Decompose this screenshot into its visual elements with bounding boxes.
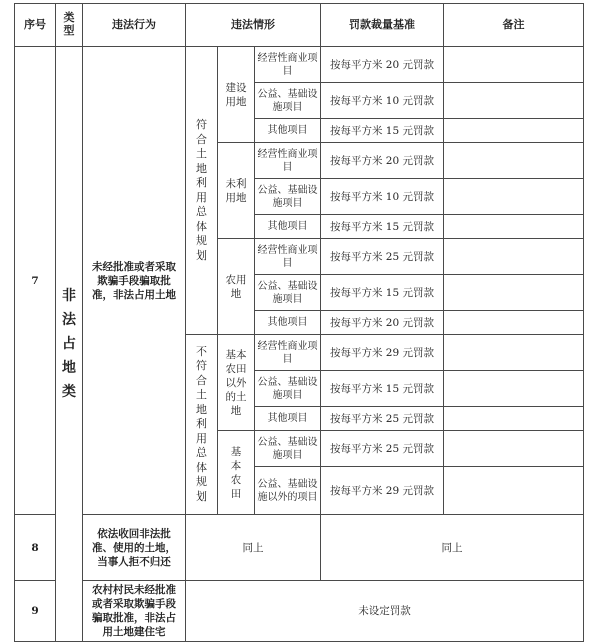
note-cell: [444, 311, 584, 335]
behavior-cell: 依法收回非法批准、使用的土地，当事人拒不归还: [83, 515, 186, 581]
note-cell: [444, 179, 584, 215]
note-cell: [444, 215, 584, 239]
item-cell: 经营性商业项目: [255, 47, 321, 83]
group-agri: 农用地: [218, 239, 255, 335]
item-cell: 公益、基础设施项目: [255, 179, 321, 215]
plan-noncompliant-cell: 不符合土地利用总体规划: [186, 335, 218, 515]
item-cell: 其他项目: [255, 119, 321, 143]
header-situation: 违法情形: [186, 4, 321, 47]
item-cell: 经营性商业项目: [255, 143, 321, 179]
type-cell: 非法占地类: [56, 47, 83, 642]
item-cell: 其他项目: [255, 407, 321, 431]
note-cell: [444, 371, 584, 407]
penalty-standard-table: [14, 3, 584, 642]
note-cell: [444, 143, 584, 179]
group-basic: 基本农田: [218, 431, 255, 515]
note-cell: [444, 83, 584, 119]
header-type: 类型: [56, 4, 83, 47]
item-cell: 经营性商业项目: [255, 239, 321, 275]
note-cell: [444, 119, 584, 143]
item-cell: 其他项目: [255, 311, 321, 335]
item-cell: 公益、基础设施项目: [255, 275, 321, 311]
header-note: 备注: [444, 4, 584, 47]
standard-cell: 同上: [321, 515, 584, 581]
item-cell: 经营性商业项目: [255, 335, 321, 371]
fine-cell: 按每平方米 20 元罚款: [321, 47, 444, 83]
item-cell: 公益、基础设施项目: [255, 431, 321, 467]
plan-compliant-cell: 符合土地利用总体规划: [186, 47, 218, 335]
fine-cell: 按每平方米 20 元罚款: [321, 143, 444, 179]
note-cell: [444, 335, 584, 371]
item-cell: 公益、基础设施项目: [255, 83, 321, 119]
situation-cell: 同上: [186, 515, 321, 581]
note-cell: [444, 407, 584, 431]
note-cell: [444, 275, 584, 311]
fine-cell: 按每平方米 29 元罚款: [321, 467, 444, 515]
header-seq: 序号: [15, 4, 56, 47]
note-cell: [444, 467, 584, 515]
table-row: [15, 581, 584, 642]
fine-cell: 按每平方米 25 元罚款: [321, 431, 444, 467]
seq-cell: 8: [15, 515, 56, 581]
header-behavior: 违法行为: [83, 4, 186, 47]
seq-cell: 7: [15, 47, 56, 515]
fine-cell: 按每平方米 15 元罚款: [321, 275, 444, 311]
fine-cell: 按每平方米 10 元罚款: [321, 83, 444, 119]
header-row: [15, 4, 584, 47]
fine-cell: 按每平方米 20 元罚款: [321, 311, 444, 335]
behavior-cell: 未经批准或者采取欺骗手段骗取批准，非法占用土地: [83, 47, 186, 515]
group-construction: 建设用地: [218, 47, 255, 143]
group-unused: 未利用地: [218, 143, 255, 239]
item-cell: 公益、基础设施项目: [255, 371, 321, 407]
item-cell: 其他项目: [255, 215, 321, 239]
fine-cell: 按每平方米 15 元罚款: [321, 119, 444, 143]
note-cell: [444, 47, 584, 83]
standard-cell: 未设定罚款: [186, 581, 584, 642]
note-cell: [444, 431, 584, 467]
seq-cell: 9: [15, 581, 56, 642]
header-standard: 罚款裁量基准: [321, 4, 444, 47]
fine-cell: 按每平方米 15 元罚款: [321, 371, 444, 407]
fine-cell: 按每平方米 10 元罚款: [321, 179, 444, 215]
note-cell: [444, 239, 584, 275]
fine-cell: 按每平方米 25 元罚款: [321, 407, 444, 431]
item-cell: 公益、基础设施以外的项目: [255, 467, 321, 515]
fine-cell: 按每平方米 29 元罚款: [321, 335, 444, 371]
group-nonbasic: 基本农田以外的土地: [218, 335, 255, 431]
table-row: [15, 47, 584, 83]
behavior-cell: 农村村民未经批准或者采取欺骗手段骗取批准，非法占用土地建住宅: [83, 581, 186, 642]
table-row: [15, 515, 584, 581]
fine-cell: 按每平方米 15 元罚款: [321, 215, 444, 239]
fine-cell: 按每平方米 25 元罚款: [321, 239, 444, 275]
